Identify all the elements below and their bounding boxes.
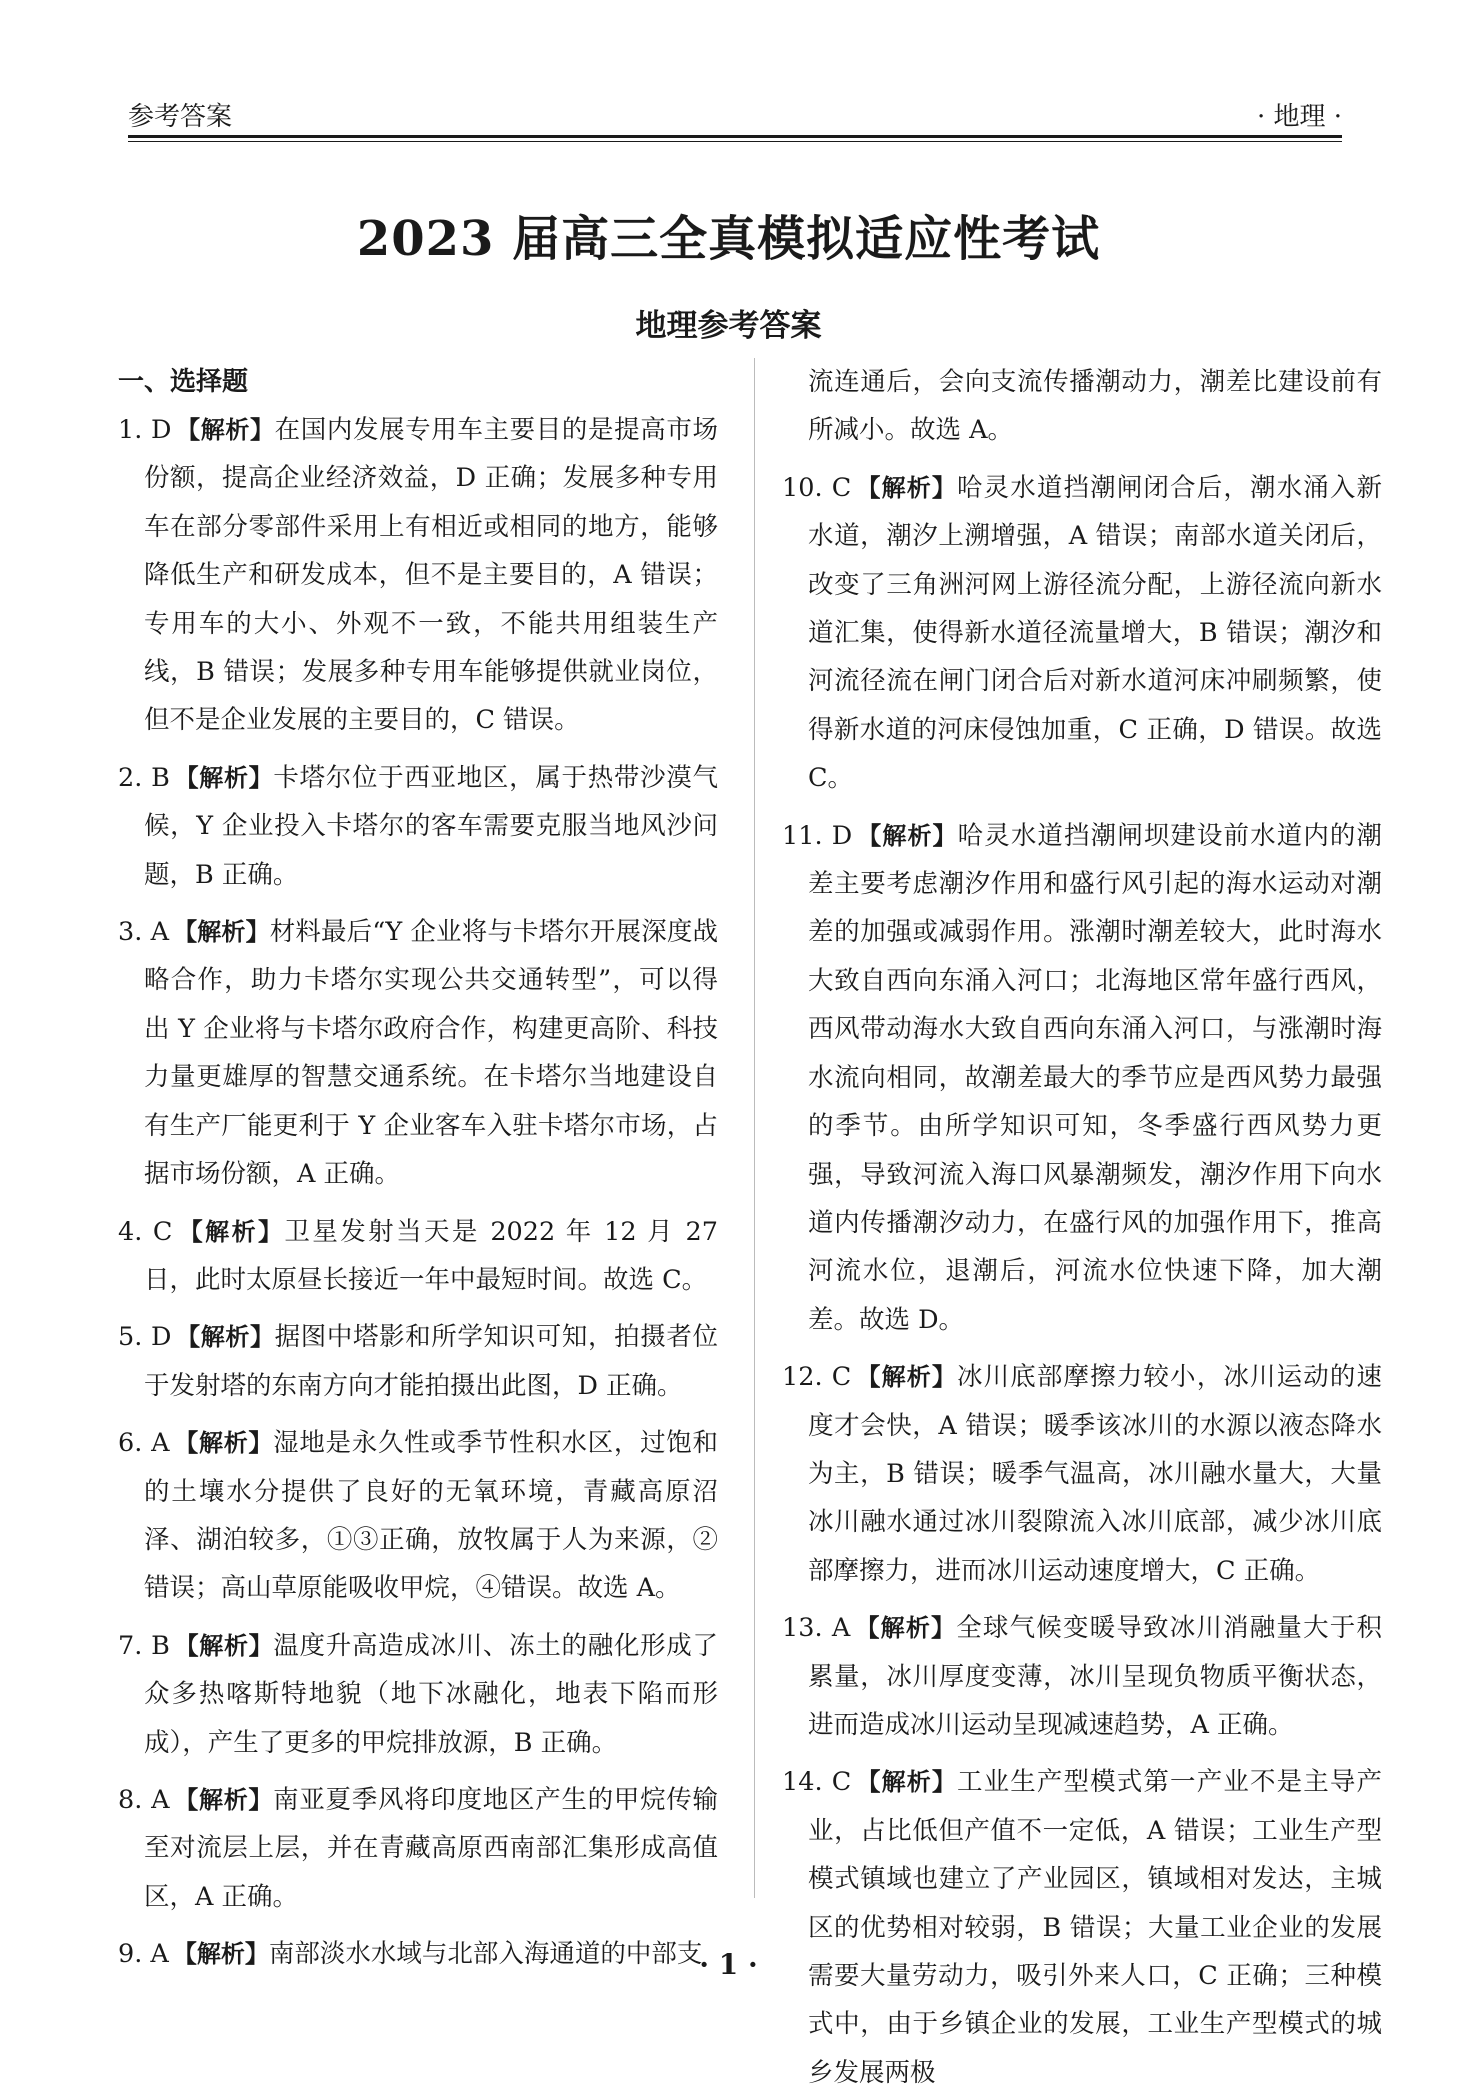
header-subject-label: · 地理 · [1256, 102, 1342, 132]
answer-number: 4. C [118, 1216, 173, 1247]
header-rule-thick [128, 135, 1342, 138]
answer-text: 南亚夏季风将印度地区产生的甲烷传输至对流层上层，并在青藏高原西南部汇集形成高值区，A 正确。 [144, 1784, 718, 1912]
answer-number: 3. A [118, 917, 169, 948]
answer-item [118, 908, 718, 1198]
answer-text: 卡塔尔位于西亚地区，属于热带沙漠气候，Y 企业投入卡塔尔的客车需要克服当地风沙问题，B 正确。 [144, 762, 718, 890]
analysis-tag: 【解析】 [173, 1631, 274, 1660]
document-title: 2023 届高三全真模拟适应性考试 [356, 211, 1101, 267]
answer-number: 1. D [118, 415, 172, 445]
analysis-tag: 【解析】 [855, 473, 957, 502]
answer-text: 哈灵水道挡潮闸闭合后，潮水涌入新水道，潮汐上溯增强，A 错误；南部水道关闭后，改变了三角洲河网上游径流分配，上游径流向新水道汇集，使得新水道径流量增大，B 错误；潮汐和河流径流在闸门闭合后对新水道河床冲刷频繁，使得新水道的河床侵蚀加重，C 正确，D 错误。故选 C。 [808, 472, 1382, 794]
answer-text: 湿地是永久性或季节性积水区，过饱和的土壤水分提供了良好的无氧环境，青藏高原沼泽、湖泊较多，①③正确，放牧属于人为来源，②错误；高山草原能吸收甲烷，④错误。故选 A。 [144, 1428, 718, 1604]
answer-number: 8. A [118, 1784, 170, 1815]
answer-number: 7. B [118, 1630, 170, 1661]
answer-text: 南部淡水水域与北部入海通道的中部支 [268, 1939, 703, 1970]
section-heading: 一、选择题 [118, 367, 249, 397]
column-divider [754, 358, 755, 1898]
answer-number: 5. D [118, 1322, 172, 1353]
analysis-tag: 【解析】 [176, 1217, 285, 1246]
page-header [128, 96, 1342, 136]
analysis-tag: 【解析】 [173, 1785, 274, 1814]
answer-number: 6. A [118, 1428, 170, 1459]
analysis-tag: 【解析】 [175, 1323, 275, 1352]
answer-number: 11. D [782, 820, 853, 851]
answer-item [782, 464, 1382, 803]
analysis-tag: 【解析】 [172, 1940, 269, 1969]
answer-number: 10. C [782, 472, 852, 503]
answer-number: 9. A [118, 1939, 169, 1970]
analysis-tag: 【解析】 [173, 918, 270, 947]
right-column [782, 358, 1382, 2088]
analysis-tag: 【解析】 [173, 763, 274, 792]
answer-number: 12. C [782, 1362, 852, 1393]
page-number: · 1 · [699, 1948, 758, 1981]
document-subtitle: 地理参考答案 [635, 308, 822, 344]
answer-item [118, 754, 718, 899]
answer-item [118, 1208, 718, 1305]
answer-text: 材料最后“Y 企业将与卡塔尔开展深度战略合作，助力卡塔尔实现公共交通转型”，可以得出 Y 企业将与卡塔尔政府合作，构建更高阶、科技力量更雄厚的智慧交通系统。在卡塔尔当地建设自有生产厂能更利于 Y 企业客车入驻卡塔尔市场，占据市场份额，A 正确。 [144, 917, 718, 1190]
answer-number: 14. C [782, 1767, 852, 1798]
analysis-tag: 【解析】 [856, 821, 958, 850]
answer-item [118, 1622, 718, 1767]
answer-item [782, 1604, 1382, 1749]
answer-item [782, 1353, 1382, 1595]
header-rule-thin [128, 141, 1342, 142]
analysis-tag: 【解析】 [855, 1363, 957, 1392]
answer-item [118, 1419, 718, 1613]
answer-number: 13. A [782, 1613, 851, 1644]
answer-item [118, 406, 718, 745]
answer-text: 在国内发展专用车主要目的是提高市场份额，提高企业经济效益，D 正确；发展多种专用车在部分零部件采用上有相近或相同的地方，能够降低生产和研发成本，但不是主要目的，A 错误；专用车的大小、外观不一致，不能共用组装生产线，B 错误；发展多种专用车能够提供就业岗位，但不是企业发展的主要目的，C 错误。 [144, 415, 718, 736]
analysis-tag: 【解析】 [175, 416, 275, 444]
analysis-tag: 【解析】 [855, 1768, 957, 1797]
answer-text: 据图中塔影和所学知识可知，拍摄者位于发射塔的东南方向才能拍摄出此图，D 正确。 [144, 1322, 718, 1401]
answer-item [118, 1776, 718, 1921]
answer-item [782, 1758, 1382, 2097]
left-column [118, 358, 718, 1998]
answer-text: 冰川底部摩擦力较小，冰川运动的速度才会快，A 错误；暖季该冰川的水源以液态降水为主，B 错误；暖季气温高，冰川融水量大，大量冰川融水通过冰川裂隙流入冰川底部，减少冰川底部摩擦力，进而冰川运动速度增大，C 正确。 [808, 1362, 1382, 1586]
answer-number: 2. B [118, 762, 170, 793]
analysis-tag: 【解析】 [854, 1614, 957, 1643]
answer-text: 工业生产型模式第一产业不是主导产业，占比低但产值不一定低，A 错误；工业生产型模式镇域也建立了产业园区，镇域相对发达，主城区的优势相对较弱，B 错误；大量工业企业的发展需要大量劳动力，吸引外来人口，C 正确；三种模式中，由于乡镇企业的发展，工业生产型模式的城乡发展两极 [808, 1767, 1382, 2088]
answer-text: 哈灵水道挡潮闸坝建设前水道内的潮差主要考虑潮汐作用和盛行风引起的海水运动对潮差的加强或减弱作用。涨潮时潮差较大，此时海水大致自西向东涌入河口；北海地区常年盛行西风，西风带动海水大致自西向东涌入河口，与涨潮时海水流向相同，故潮差最大的季节应是西风势力最强的季节。由所学知识可知，冬季盛行西风势力更强，导致河流入海口风暴潮频发，潮汐作用下向水道内传播潮汐动力，在盛行风的加强作用下，推高河流水位，退潮后，河流水位快速下降，加大潮差。故选 D。 [808, 820, 1382, 1335]
answer-text: 温度升高造成冰川、冻土的融化形成了众多热喀斯特地貌（地下冰融化，地表下陷而形成），产生了更多的甲烷排放源，B 正确。 [144, 1630, 718, 1758]
analysis-tag: 【解析】 [173, 1429, 274, 1458]
answer-text: 卫星发射当天是 2022 年 12 月 27 日，此时太原昼长接近一年中最短时间。故选 C。 [144, 1216, 718, 1295]
answer-item [118, 1313, 718, 1410]
header-left-label: 参考答案 [128, 102, 233, 132]
answer-text: 全球气候变暖导致冰川消融量大于积累量，冰川厚度变薄，冰川呈现负物质平衡状态，进而造成冰川运动呈现减速趋势，A 正确。 [808, 1613, 1382, 1740]
answer-item [782, 812, 1382, 1344]
answer-continuation: 流连通后，会向支流传播潮动力，潮差比建设前有所减小。故选 A。 [808, 367, 1382, 446]
